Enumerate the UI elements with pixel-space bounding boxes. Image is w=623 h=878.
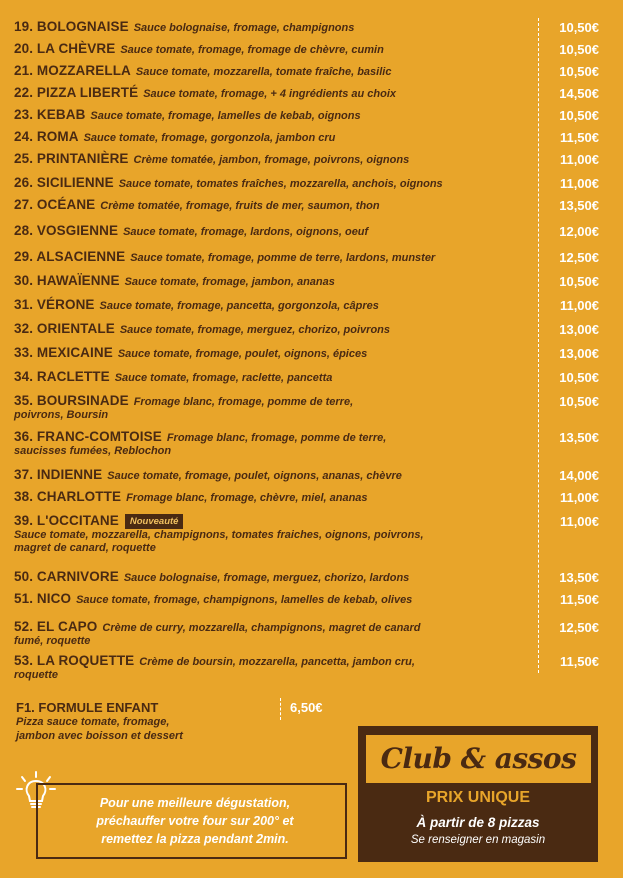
menu-item-line <box>14 490 539 505</box>
menu-item-price: 11,50€ <box>559 654 599 669</box>
menu-item-description: Sauce tomate, fromage, raclette, pancetta <box>114 372 333 384</box>
menu-item-price: 13,50€ <box>559 198 599 213</box>
menu-item-line <box>14 592 539 607</box>
menu-item-price: 11,00€ <box>559 176 599 191</box>
kids-formula <box>16 700 183 743</box>
menu-item-line <box>14 130 539 145</box>
club-assos-subtitle: PRIX UNIQUE <box>425 789 530 806</box>
menu-item-line <box>14 250 539 265</box>
menu-item-description-cont: poivrons, Boursin <box>14 409 109 421</box>
menu-item-name: 31. VÉRONE <box>14 297 95 312</box>
club-assos-line-2: Se renseigner en magasin <box>410 834 546 846</box>
menu-item-description: Sauce tomate, fromage, gorgonzola, jambon cru <box>83 132 336 144</box>
menu-item-name: 38. CHARLOTTE <box>14 489 122 504</box>
menu-item-price: 12,50€ <box>559 620 599 635</box>
menu-item-line <box>14 42 539 57</box>
menu-item <box>14 654 539 682</box>
menu-item <box>14 370 539 385</box>
menu-item-line <box>14 322 539 337</box>
menu-item-line <box>14 176 539 191</box>
price-divider <box>538 18 539 673</box>
club-assos-title: Club & assos <box>366 735 591 783</box>
menu-item-price: 12,50€ <box>559 250 599 265</box>
menu-item-name: 22. PIZZA LIBERTÉ <box>14 85 139 100</box>
menu-item-description: Sauce tomate, fromage, jambon, ananas <box>124 276 335 288</box>
tip-line-2: préchauffer votre four sur 200° et <box>96 814 294 828</box>
tip-line-3: remettez la pizza pendant 2min. <box>101 832 289 846</box>
menu-item-name: 29. ALSACIENNE <box>14 249 126 264</box>
menu-item-description: Sauce tomate, fromage, fromage de chèvre, cumin <box>120 44 384 56</box>
menu-item-description: Sauce tomate, fromage, pomme de terre, lardons, munster <box>130 252 436 264</box>
menu-item <box>14 152 539 167</box>
menu-item-line <box>14 430 539 445</box>
menu-item-name: 25. PRINTANIÈRE <box>14 151 129 166</box>
menu-item-price: 11,00€ <box>559 152 599 167</box>
tip-line-1: Pour une meilleure dégustation, <box>99 796 291 810</box>
menu-item-description-cont: magret de canard, roquette <box>14 542 156 554</box>
menu-item <box>14 430 539 458</box>
menu-item <box>14 468 539 483</box>
kids-formula-desc-2: jambon avec boisson et dessert <box>16 730 183 742</box>
menu-item-description-cont: saucisses fumées, Reblochon <box>14 445 172 457</box>
menu-item-description: Fromage blanc, fromage, chèvre, miel, ananas <box>126 492 368 504</box>
menu-item-name: 39. L'OCCITANE <box>14 513 119 528</box>
menu-item-description: Sauce tomate, fromage, merguez, chorizo, poivrons <box>119 324 390 336</box>
menu-item <box>14 86 539 101</box>
menu-item-price: 13,00€ <box>559 346 599 361</box>
menu-item-name: 37. INDIENNE <box>14 467 103 482</box>
menu-item-line <box>14 298 539 313</box>
menu-item-description: Sauce tomate, fromage, lardons, oignons, oeuf <box>123 226 369 238</box>
menu-item-line <box>14 86 539 101</box>
menu-item-line <box>14 468 539 483</box>
menu-item-description: Crème tomatée, fromage, fruits de mer, saumon, thon <box>100 200 380 212</box>
menu-item-description-cont: fumé, roquette <box>14 635 91 647</box>
club-assos-line-1: À partir de 8 pizzas <box>416 815 540 830</box>
menu-item-price: 11,00€ <box>559 514 599 529</box>
menu-item-price: 10,50€ <box>559 20 599 35</box>
menu-item-name: 19. BOLOGNAISE <box>14 19 129 34</box>
menu-item-price: 10,50€ <box>559 64 599 79</box>
menu-item-description: Sauce tomate, fromage, champignons, lamelles de kebab, olives <box>76 594 413 606</box>
menu-item-description: Crème de boursin, mozzarella, pancetta, jambon cru, <box>139 656 415 668</box>
menu-item-line <box>14 152 539 167</box>
menu-item <box>14 620 539 648</box>
menu-item-price: 11,00€ <box>559 298 599 313</box>
menu-item-name: 26. SICILIENNE <box>14 175 114 190</box>
menu-item-name: 32. ORIENTALE <box>14 321 115 336</box>
menu-item-description: Crème tomatée, jambon, fromage, poivrons, oignons <box>133 154 410 166</box>
menu-item-price: 10,50€ <box>559 108 599 123</box>
menu-item-price: 11,50€ <box>559 130 599 145</box>
menu-item-line <box>14 108 539 123</box>
menu-item-price: 10,50€ <box>559 42 599 57</box>
menu-item <box>14 108 539 123</box>
menu-item-name: 50. CARNIVORE <box>14 569 119 584</box>
menu-item-name: 35. BOURSINADE <box>14 393 129 408</box>
menu-item-name: 28. VOSGIENNE <box>14 223 119 238</box>
menu-item-name: 52. EL CAPO <box>14 619 98 634</box>
menu-item-description: Sauce tomate, fromage, pancetta, gorgonzola, câpres <box>99 300 379 312</box>
menu-item-line <box>14 394 539 409</box>
menu-item <box>14 64 539 79</box>
menu-item-line <box>14 198 539 213</box>
menu-item <box>14 298 539 313</box>
menu-item <box>14 274 539 289</box>
menu-item-price: 12,00€ <box>559 224 599 239</box>
menu-item-name: 24. ROMA <box>14 129 79 144</box>
menu-item-price: 13,50€ <box>559 430 599 445</box>
menu-item-name: 33. MEXICAINE <box>14 345 113 360</box>
menu-item-line <box>14 224 539 239</box>
menu-item-description: Sauce tomate, mozzarella, tomate fraîche, basilic <box>135 66 392 78</box>
menu-item-price: 13,00€ <box>559 322 599 337</box>
menu-item <box>14 592 539 607</box>
menu-item-price: 14,50€ <box>559 86 599 101</box>
menu-item <box>14 250 539 265</box>
menu-item-price: 11,00€ <box>559 490 599 505</box>
menu-item <box>14 130 539 145</box>
menu-item <box>14 322 539 337</box>
menu-item-line <box>14 570 539 585</box>
tip-text <box>50 794 340 848</box>
menu-item <box>14 20 539 35</box>
menu-item-price: 11,50€ <box>559 592 599 607</box>
menu-item <box>14 224 539 239</box>
menu-item-price: 14,00€ <box>559 468 599 483</box>
menu-item-description: Sauce tomate, fromage, lamelles de kebab, oignons <box>90 110 361 122</box>
new-badge: Nouveauté <box>125 514 184 529</box>
menu-item-name: 34. RACLETTE <box>14 369 110 384</box>
menu-item-name: 30. HAWAÏENNE <box>14 273 120 288</box>
menu-item-name: 36. FRANC-COMTOISE <box>14 429 162 444</box>
kids-formula-desc-1: Pizza sauce tomate, fromage, <box>16 716 170 728</box>
menu-item-name: 23. KEBAB <box>14 107 86 122</box>
menu-item-line <box>14 654 539 669</box>
menu-item-description: Crème de curry, mozzarella, champignons, magret de canard <box>102 622 421 634</box>
menu-item <box>14 346 539 361</box>
menu-item <box>14 42 539 57</box>
menu-item-description: Sauce tomate, fromage, poulet, oignons, épices <box>117 348 368 360</box>
menu-item-price: 13,50€ <box>559 570 599 585</box>
menu-item-description: Fromage blanc, fromage, pomme de terre, <box>133 396 354 408</box>
menu-item-description-cont: roquette <box>14 669 58 681</box>
menu-item-line <box>14 20 539 35</box>
menu-item <box>14 570 539 585</box>
menu-item-name: 20. LA CHÈVRE <box>14 41 116 56</box>
menu-item <box>14 394 539 422</box>
menu-item-name: 21. MOZZARELLA <box>14 63 131 78</box>
menu-item-line <box>14 274 539 289</box>
menu-item-line <box>14 64 539 79</box>
menu-item-name: 53. LA ROQUETTE <box>14 653 135 668</box>
menu-item-line <box>14 620 539 635</box>
menu-item-description: Sauce tomate, fromage, poulet, oignons, ananas, chèvre <box>107 470 402 482</box>
menu-item-description: Sauce bolognaise, fromage, merguez, chorizo, lardons <box>123 572 410 584</box>
menu-item-line <box>14 514 539 529</box>
menu-item-description: Sauce tomate, fromage, + 4 ingrédients au choix <box>143 88 396 100</box>
menu-item <box>14 198 539 213</box>
kids-price-divider <box>280 698 281 720</box>
menu-item-description-cont: Sauce tomate, mozzarella, champignons, tomates fraiches, oignons, poivrons, <box>14 529 424 541</box>
menu-item-description: Sauce bolognaise, fromage, champignons <box>133 22 355 34</box>
menu-item-description: Fromage blanc, fromage, pomme de terre, <box>166 432 387 444</box>
menu-item-line <box>14 346 539 361</box>
menu-item <box>14 514 539 555</box>
menu-item-description: Sauce tomate, tomates fraîches, mozzarella, anchois, oignons <box>118 178 443 190</box>
menu-item-price: 10,50€ <box>559 394 599 409</box>
menu-item-line <box>14 370 539 385</box>
menu-item-name: 27. OCÉANE <box>14 197 96 212</box>
menu-item-price: 10,50€ <box>559 370 599 385</box>
kids-formula-name: F1. FORMULE ENFANT <box>16 700 159 715</box>
menu-item-price: 10,50€ <box>559 274 599 289</box>
menu-item <box>14 176 539 191</box>
menu-item-name: 51. NICO <box>14 591 72 606</box>
menu-item <box>14 490 539 505</box>
kids-formula-price: 6,50€ <box>290 700 323 715</box>
